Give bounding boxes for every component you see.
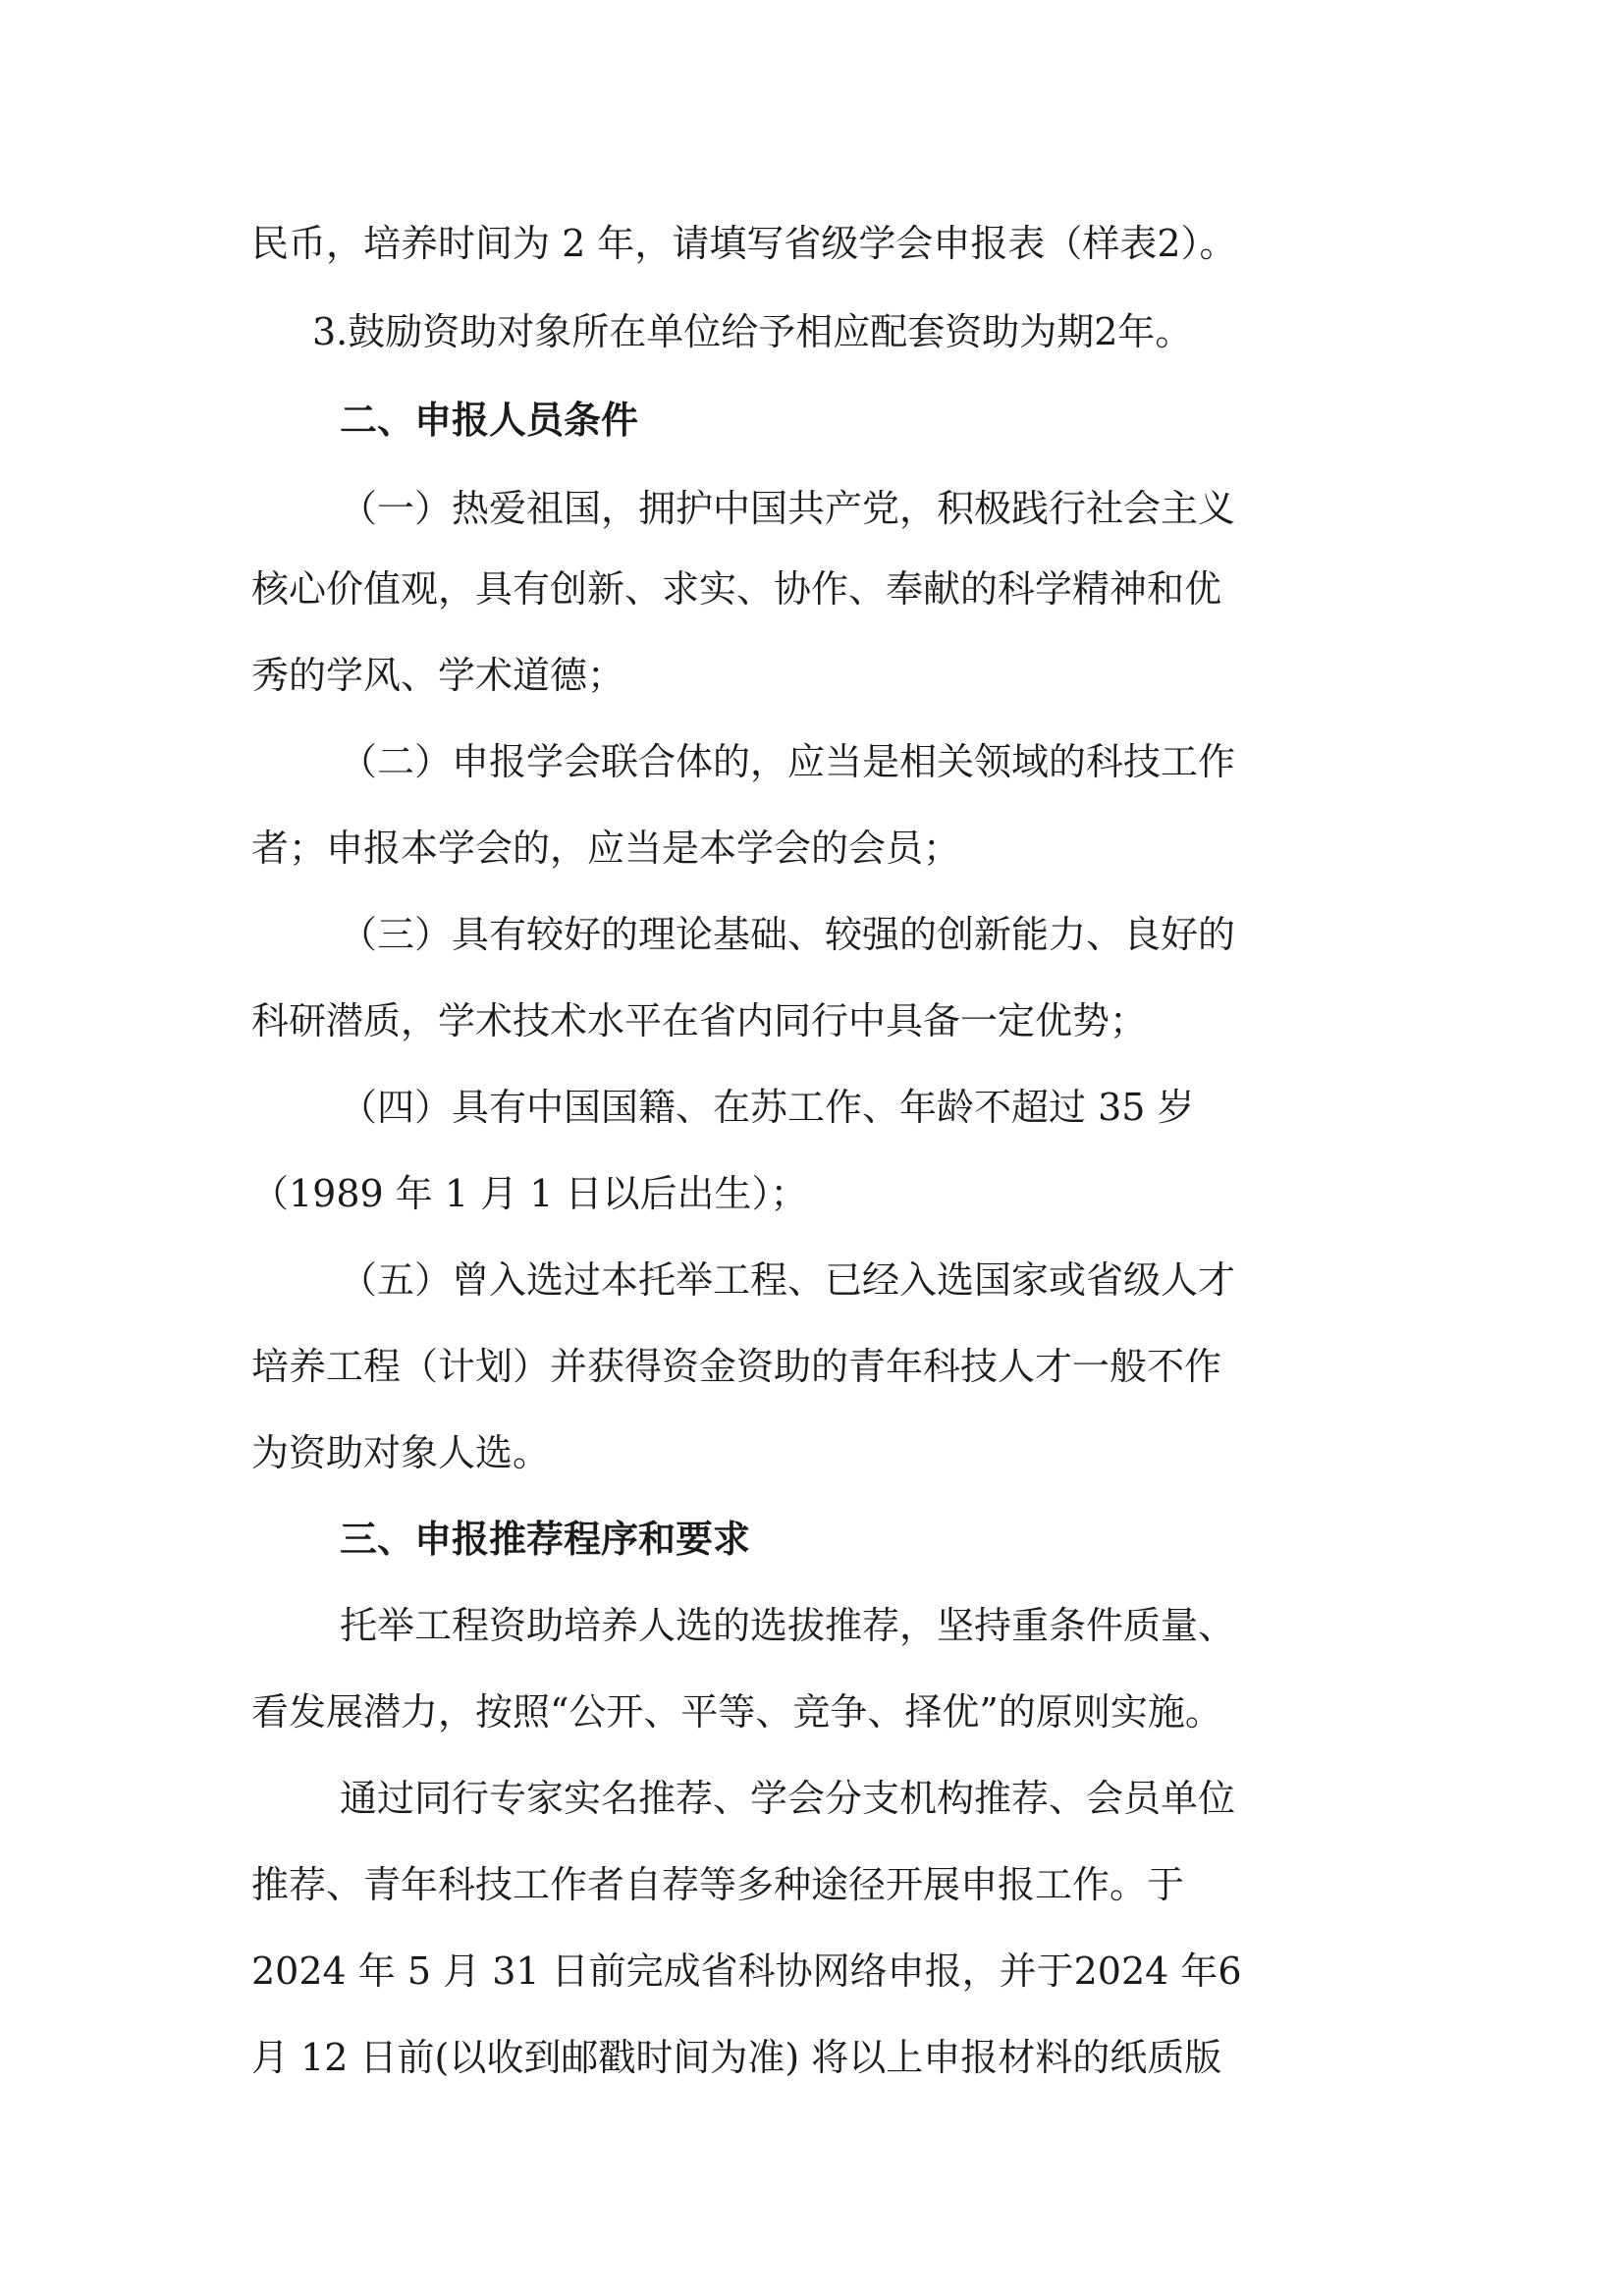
text-line — [0, 1164, 1624, 1223]
line-text: （1989 年 1 月 1 日以后出生）； — [251, 1172, 808, 1215]
line-text: 者；申报本学会的，应当是本学会的会员； — [251, 827, 961, 870]
text-line — [0, 1855, 1624, 1914]
text-line — [0, 905, 1624, 964]
text-line — [0, 646, 1624, 705]
text-line — [0, 991, 1624, 1050]
line-text: （一）热爱祖国，拥护中国共产党，积极践行社会主义 — [340, 487, 1236, 530]
section-heading-text: 二、申报人员条件 — [340, 399, 639, 442]
section-heading — [0, 1510, 1624, 1569]
text-line — [0, 819, 1624, 878]
line-text: 推荐、青年科技工作者自荐等多种途径开展申报工作。于 — [251, 1863, 1185, 1906]
text-line — [0, 1942, 1624, 2001]
line-text: 秀的学风、学术道德； — [251, 654, 625, 697]
line-text: （五）曾入选过本托举工程、已经入选国家或省级人才 — [340, 1258, 1236, 1302]
text-line — [0, 1682, 1624, 1741]
line-text: （二）申报学会联合体的，应当是相关领域的科技工作 — [340, 740, 1236, 783]
line-text: 培养工程（计划）并获得资金资助的青年科技人才一般不作 — [251, 1345, 1222, 1388]
line-text: 托举工程资助培养人选的选拔推荐，坚持重条件质量、 — [340, 1604, 1236, 1647]
text-line — [0, 732, 1624, 791]
line-text: 月 12 日前(以收到邮戳时间为准) 将以上申报材料的纸质版 — [251, 2036, 1222, 2079]
text-line — [0, 1596, 1624, 1655]
line-text: 核心价值观，具有创新、求实、协作、奉献的科学精神和优 — [251, 567, 1222, 611]
line-text: （四）具有中国国籍、在苏工作、年龄不超过 35 岁 — [340, 1086, 1195, 1129]
text-line — [0, 1337, 1624, 1396]
text-line — [0, 2028, 1624, 2087]
text-line — [0, 214, 1624, 273]
line-text: （三）具有较好的理论基础、较强的创新能力、良好的 — [340, 913, 1236, 956]
text-line — [0, 1078, 1624, 1137]
text-line — [0, 302, 1624, 361]
section-heading-text: 三、申报推荐程序和要求 — [340, 1518, 751, 1561]
line-text: 2024 年 5 月 31 日前完成省科协网络申报，并于2024 年6 — [251, 1949, 1242, 1993]
line-text: 科研潜质，学术技术水平在省内同行中具备一定优势； — [251, 999, 1148, 1042]
line-text: 通过同行专家实名推荐、学会分支机构推荐、会员单位 — [340, 1777, 1236, 1820]
line-text: 看发展潜力，按照“公开、平等、竞争、择优”的原则实施。 — [251, 1690, 1222, 1734]
text-line — [0, 1769, 1624, 1828]
text-line — [0, 1251, 1624, 1309]
text-line — [0, 479, 1624, 538]
line-text: 3.鼓励资助对象所在单位给予相应配套资助为期2年。 — [312, 310, 1193, 353]
line-text: 为资助对象人选。 — [251, 1431, 551, 1474]
text-line — [0, 560, 1624, 618]
section-heading — [0, 391, 1624, 450]
text-line — [0, 1423, 1624, 1482]
line-text: 民币，培养时间为 2 年，请填写省级学会申报表（样表2）。 — [251, 222, 1237, 265]
